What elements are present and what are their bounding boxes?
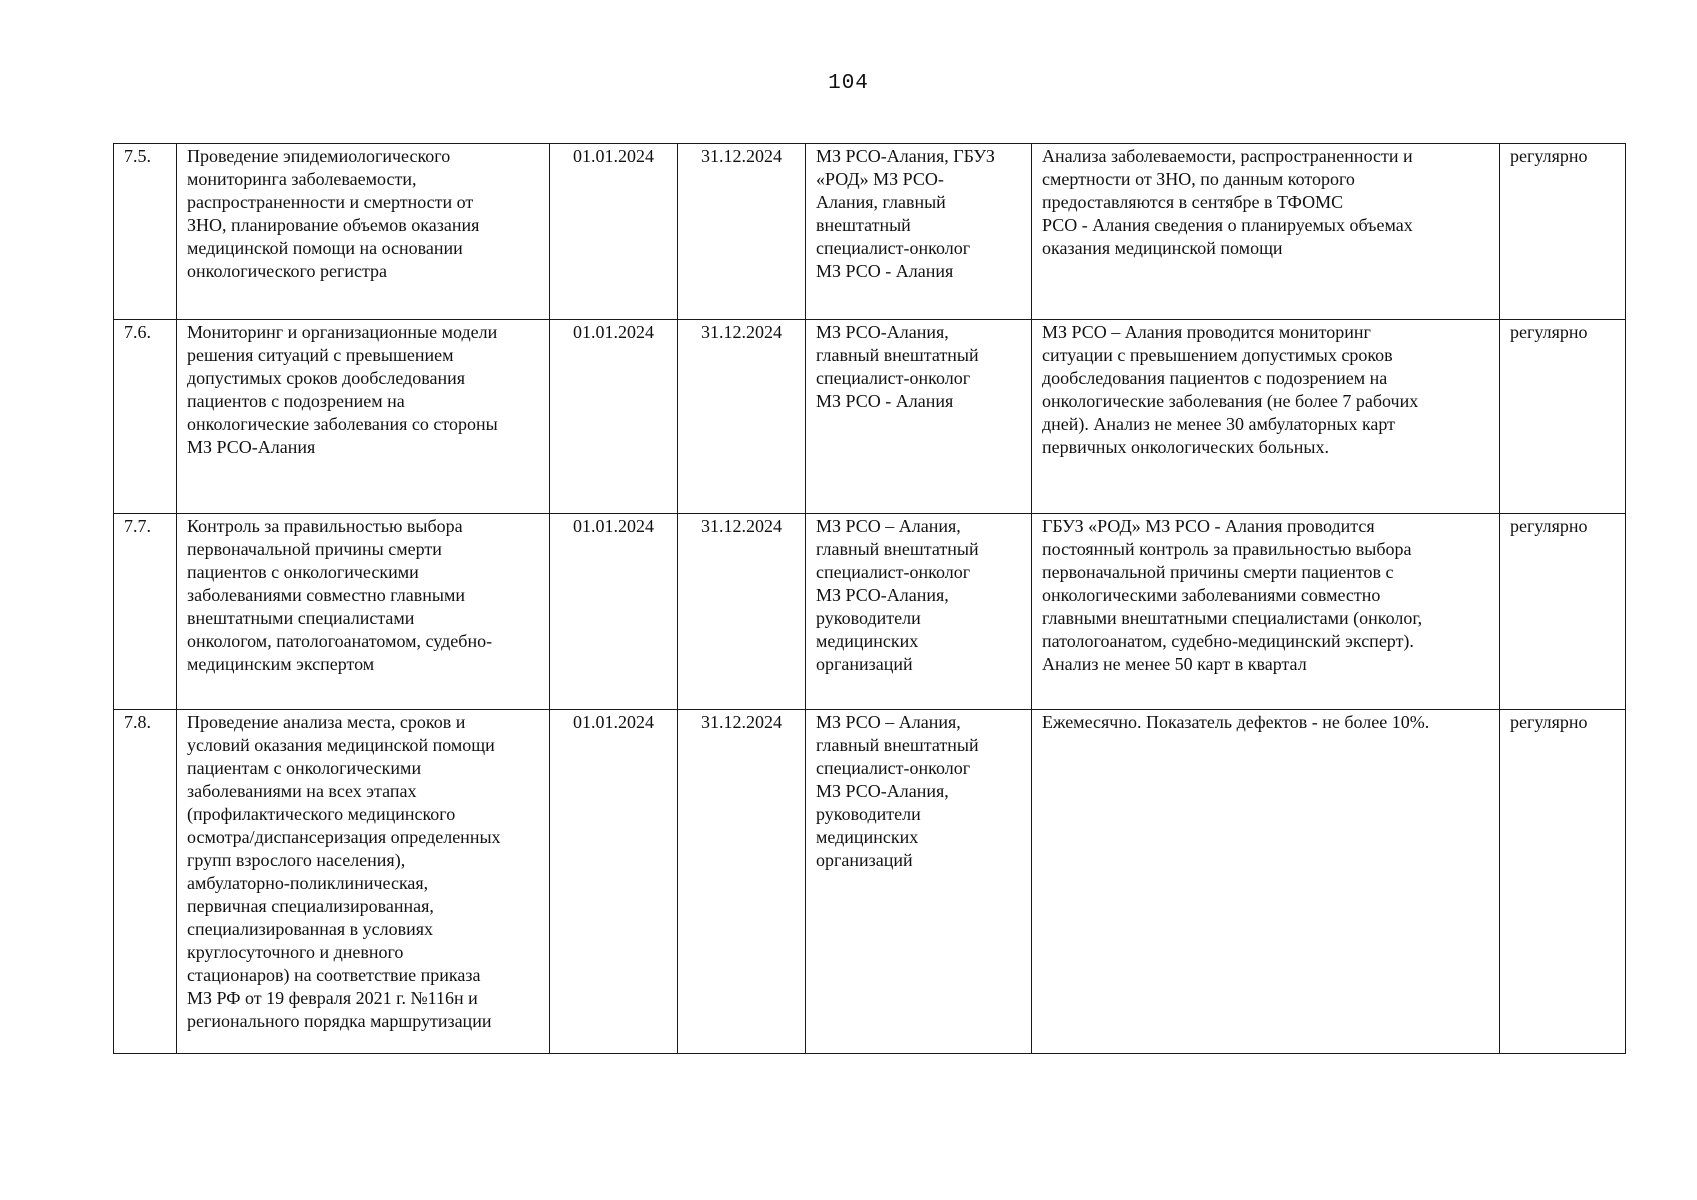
result-cell: МЗ РСО – Алания проводится мониторинг ситуации с превышением допустимых сроков дообследования пациентов с подозрением на онкологические заболевания (не более 7 рабочих дней). Анализ не менее 30 амбулаторных карт первичных онкологических больных. bbox=[1032, 320, 1500, 514]
responsible-cell: МЗ РСО – Алания, главный внештатный специалист-онколог МЗ РСО-Алания, руководители медицинских организаций bbox=[806, 514, 1032, 710]
responsible-cell: МЗ РСО-Алания, главный внештатный специалист-онколог МЗ РСО - Алания bbox=[806, 320, 1032, 514]
responsible-cell: МЗ РСО-Алания, ГБУЗ «РОД» МЗ РСО- Алания, главный внештатный специалист-онколог МЗ РСО - Алания bbox=[806, 144, 1032, 320]
event-cell: Проведение анализа места, сроков и условий оказания медицинской помощи пациентам с онкологическими заболеваниями на всех этапах (профилактического медицинского осмотра/диспансеризация определенных групп взрослого населения), амбулаторно-поликлиническая, первичная специализированная, специализированная в условиях круглосуточного и дневного стационаров) на соответствие приказа МЗ РФ от 19 февраля 2021 г. №116н и регионального порядка маршрутизации bbox=[177, 710, 550, 1054]
event-cell: Контроль за правильностью выбора первоначальной причины смерти пациентов с онкологическими заболеваниями совместно главными внештатными специалистами онкологом, патологоанатомом, судебно- медицинским экспертом bbox=[177, 514, 550, 710]
item-number: 7.6. bbox=[114, 320, 177, 514]
item-number: 7.7. bbox=[114, 514, 177, 710]
table-row bbox=[114, 144, 1626, 320]
end-date-cell: 31.12.2024 bbox=[678, 144, 806, 320]
page-number: 104 bbox=[828, 72, 869, 95]
frequency-cell: регулярно bbox=[1500, 710, 1626, 1054]
table-row bbox=[114, 514, 1626, 710]
frequency-cell: регулярно bbox=[1500, 144, 1626, 320]
result-cell: Анализа заболеваемости, распространенности и смертности от ЗНО, по данным которого предоставляются в сентябре в ТФОМС РСО - Алания сведения о планируемых объемах оказания медицинской помощи bbox=[1032, 144, 1500, 320]
start-date-cell: 01.01.2024 bbox=[550, 514, 678, 710]
frequency-cell: регулярно bbox=[1500, 320, 1626, 514]
end-date-cell: 31.12.2024 bbox=[678, 320, 806, 514]
table-row bbox=[114, 710, 1626, 1054]
start-date-cell: 01.01.2024 bbox=[550, 710, 678, 1054]
responsible-cell: МЗ РСО – Алания, главный внештатный специалист-онколог МЗ РСО-Алания, руководители медицинских организаций bbox=[806, 710, 1032, 1054]
end-date-cell: 31.12.2024 bbox=[678, 514, 806, 710]
result-cell: ГБУЗ «РОД» МЗ РСО - Алания проводится постоянный контроль за правильностью выбора первоначальной причины смерти пациентов с онкологическими заболеваниями совместно главными внештатными специалистами (онколог, патологоанатом, судебно-медицинский эксперт). Анализ не менее 50 карт в квартал bbox=[1032, 514, 1500, 710]
event-cell: Проведение эпидемиологического мониторинга заболеваемости, распространенности и смертности от ЗНО, планирование объемов оказания медицинской помощи на основании онкологического регистра bbox=[177, 144, 550, 320]
start-date-cell: 01.01.2024 bbox=[550, 320, 678, 514]
table-row bbox=[114, 320, 1626, 514]
start-date-cell: 01.01.2024 bbox=[550, 144, 678, 320]
plan-table bbox=[113, 143, 1626, 1054]
event-cell: Мониторинг и организационные модели решения ситуаций с превышением допустимых сроков дообследования пациентов с подозрением на онкологические заболевания со стороны МЗ РСО-Алания bbox=[177, 320, 550, 514]
end-date-cell: 31.12.2024 bbox=[678, 710, 806, 1054]
frequency-cell: регулярно bbox=[1500, 514, 1626, 710]
result-cell: Ежемесячно. Показатель дефектов - не более 10%. bbox=[1032, 710, 1500, 1054]
item-number: 7.5. bbox=[114, 144, 177, 320]
item-number: 7.8. bbox=[114, 710, 177, 1054]
